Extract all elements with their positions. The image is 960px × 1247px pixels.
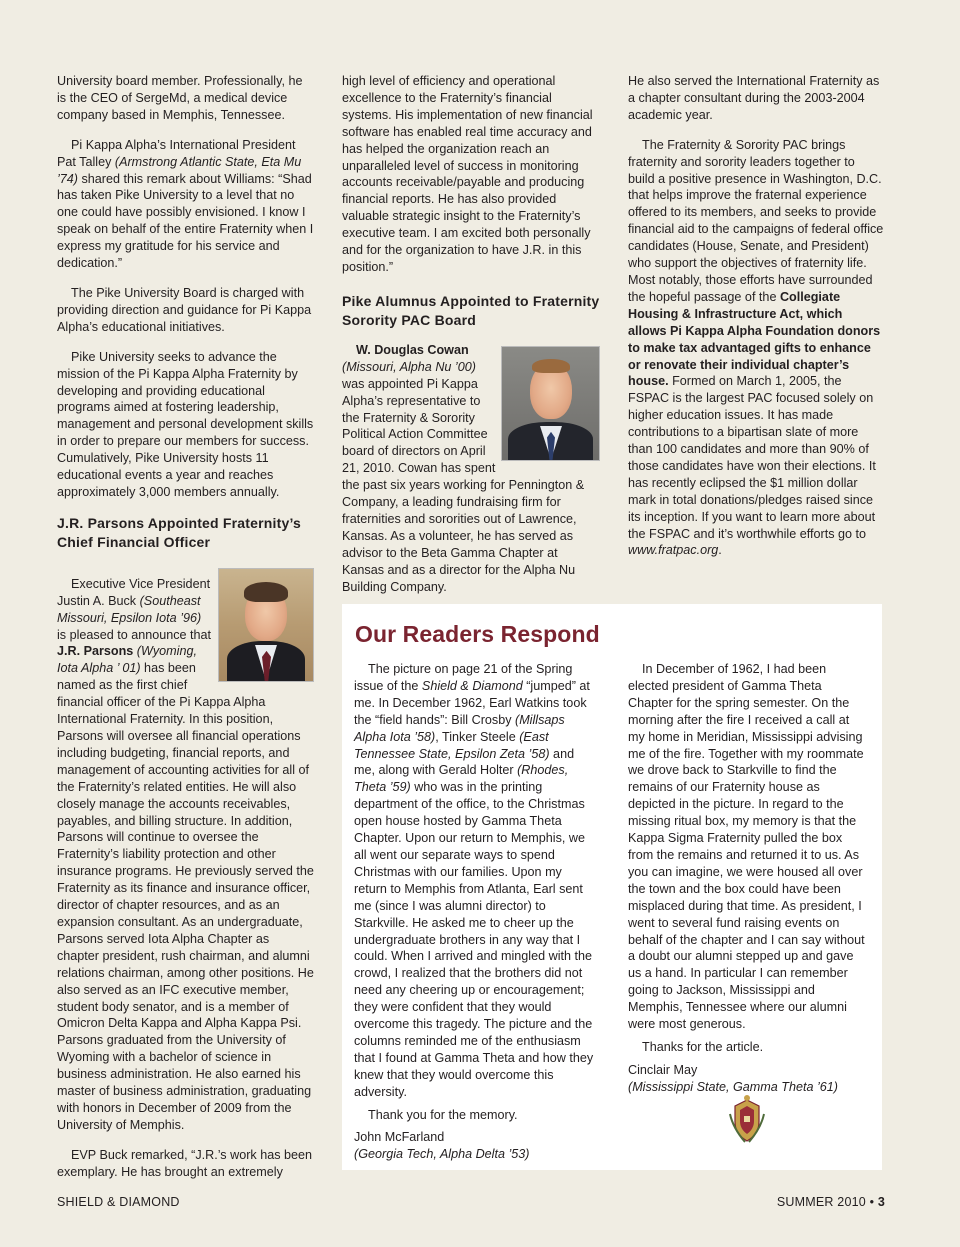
footer-publication-name: SHIELD & DIAMOND: [57, 1195, 180, 1209]
parsons-photo: [218, 568, 314, 682]
paragraph: Pike University seeks to advance the mission of the Pi Kappa Alpha Fraternity by developing and providing educational programs aimed at fostering leadership, management and personal development skills in order to prepare our members for success. Cumulatively, Pike University hosts 11 educational events a year and reaches approximately 3,000 members annually.: [57, 349, 314, 499]
signature-name: Cinclair May: [628, 1062, 698, 1077]
paragraph: The Fraternity & Sorority PAC brings fraternity and sorority leaders together to build a positive presence in Washington, D.C. that helps improve the fraternal experience offered to its members, and seeks to provide financial aid to the campaigns of federal office candidates (House, Senate, and President) who support the objectives of fraternity life. Most notably, those efforts have surrounded the hopeful passage of the Collegiate Housing & Infrastructure Act, which allows Pi Kappa Alpha Foundation donors to make tax advantaged gifts to enhance or renovate their individual chapter’s house. Formed on March 1, 2005, the FSPAC is the largest PAC focused solely on higher education issues. It has made contributions to a bipartisan slate of more than 100 candidates and more than 90% of those candidates have won their elections. It has recently eclipsed the $1 million dollar mark in total donations/pledges raised since its inception. If you want to learn more about the FSPAC and it’s worthwhile efforts go to www.fratpac.org.: [628, 137, 884, 558]
paragraph: high level of efficiency and operational excellence to the Fraternity’s financial systems. His implementation of new financial software has enabled real time accuracy and has helped the organization reach an unparalleled level of success in monitoring accounts receivable/payable and producing financial reports. He has also provided valuable strategic insight to the Fraternity’s executive team. I am excited both personally and for the organization to have J.R. in this position.”: [342, 74, 593, 274]
fraternity-crest-icon: [727, 1094, 767, 1146]
paragraph: Executive Vice President Justin A. Buck (Southeast Missouri, Epsilon Iota ’96) is pleased to announce that J.R. Parsons (Wyoming, Iota Alpha ’ 01) has been named as the first chief financial officer of the Pi Kappa Alpha International Fraternity. In this position, Parsons will oversee all financial operations including budgeting, financial reports, and management of accounting activities for all of the Fraternity’s related entities. He will also closely manage the accounts receivables, payables, and billing structure. In addition, Parsons will continue to oversee the Fraternity’s liability protection and other insurance programs. He previously served the Fraternity as its finance and insurance officer, director of chapter resources, and as an expansion consultant. As an undergraduate, Parsons served Iota Alpha Chapter as chapter president, rush chairman, and alumni relations chairman, among other positions. He also served as an IFC executive member, student body senator, and is a member of Omicron Delta Kappa and Alpha Kappa Psi. Parsons graduated from the University of Wyoming with a bachelor of science in business administration. He also earned his master of business administration, graduating with honors in December of 2009 from the University of Memphis.: [57, 576, 314, 1132]
paragraph: He also served the International Fraternity as a chapter consultant during the 2003-2004 academic year.: [628, 74, 880, 122]
paragraph: Pi Kappa Alpha’s International President Pat Talley (Armstrong Atlantic State, Eta Mu ’74) shared this remark about Williams: “Shad has taken Pike University to a level that no one could have possibly envisioned. I know I speak on behalf of the entire Fraternity when I express my gratitude for his service and dedication.”: [57, 137, 314, 271]
paragraph: EVP Buck remarked, “J.R.’s work has been exemplary. He has brought an extremely: [57, 1147, 313, 1179]
signature-name: John McFarland: [354, 1130, 445, 1145]
paragraph: The picture on page 21 of the Spring issue of the Shield & Diamond “jumped” at me. In December 1962, Earl Watkins took the “field hands”: Bill Crosby (Millsaps Alpha Iota ’58), Tinker Steele (East Tennessee State, Epsilon Zeta ’58) and me, along with Gerald Holter (Rhodes, Theta ’59) who was in the printing department of the office, to the Christmas open house hosted by Gamma Theta Chapter. Upon our return to Memphis, we all went our separate ways to spend Christmas with our families. Upon my return to Memphis from Atlanta, Earl sent me (since I was alumni director) to Starkville. He asked me to cheer up the undergraduate brothers in any way that I could. When I arrived and mingled with the crowd, I realized that the brothers did not need any cheering up or encouragement; they were confident that they would overcome this tragedy. The picture and the columns reminded me of the enthusiasm that I found at Gamma Theta and how they knew that they would overcome this adversity.: [354, 662, 594, 1099]
paragraph: In December of 1962, I had been elected president of Gamma Theta Chapter for the spring semester. On the morning after the fire I received a call at my home in Meridian, Mississippi advising me of the fire. Together with my roommate we drove back to Starkville to find the remains of our Fraternity house as depicted in the picture. In regard to the missing ritual box, my memory is that the Kappa Sigma Fraternity pulled the box from the remains and returned it to us. As you can imagine, we were housed all over the town and the box could have been misplaced during that time. As president, I went to several fund raising events on behalf of the chapter and I can say without a doubt our alumni stepped up and gave us a hand. In particular I can remember going to Jackson, Mississippi and Memphis, Tennessee where our alumni were most generous.: [628, 662, 865, 1032]
article-heading-parsons: J.R. Parsons Appointed Fraternity’s Chief Financial Officer: [57, 514, 302, 550]
signature-affiliation: (Georgia Tech, Alpha Delta ’53): [354, 1147, 530, 1162]
column-3: [628, 73, 884, 572]
footer-page-info: [777, 1195, 885, 1209]
signature-affiliation: (Mississippi State, Gamma Theta ’61): [628, 1079, 838, 1094]
paragraph: The Pike University Board is charged with providing direction and guidance for Pi Kappa Alpha’s educational initiatives.: [57, 285, 312, 334]
article-heading-cowan: Pike Alumnus Appointed to Fraternity Sorority PAC Board: [342, 292, 600, 328]
readers-respond-box: [342, 604, 882, 1170]
reader-letter-mcfarland: [354, 661, 594, 1163]
readers-respond-title: Our Readers Respond: [355, 621, 600, 647]
footer-issue: SUMMER 2010 •: [776, 1195, 875, 1209]
paragraph: University board member. Professionally, he is the CEO of SergeMd, a medical device company based in Memphis, Tennessee.: [57, 74, 303, 122]
paragraph: Thanks for the article.: [642, 1039, 764, 1054]
page-number: 3: [877, 1195, 885, 1209]
column-1: [57, 73, 314, 1181]
column-2: [342, 73, 600, 608]
paragraph: Thank you for the memory.: [368, 1107, 518, 1122]
paragraph: W. Douglas Cowan (Missouri, Alpha Nu ’00) was appointed Pi Kappa Alpha’s representative to the Fraternity & Sorority Political Action Committee board of directors on April 21, 2010. Cowan has spent the past six years working for Pennington & Company, a leading fundraising firm for fraternities and sororities out of Lawrence, Kansas. As a volunteer, he has served as advisor to the Beta Gamma Chapter at Kansas and as a director for the Alpha Nu Building Company.: [342, 342, 585, 594]
reader-letter-may: [628, 661, 868, 1096]
cowan-photo: [501, 346, 600, 461]
